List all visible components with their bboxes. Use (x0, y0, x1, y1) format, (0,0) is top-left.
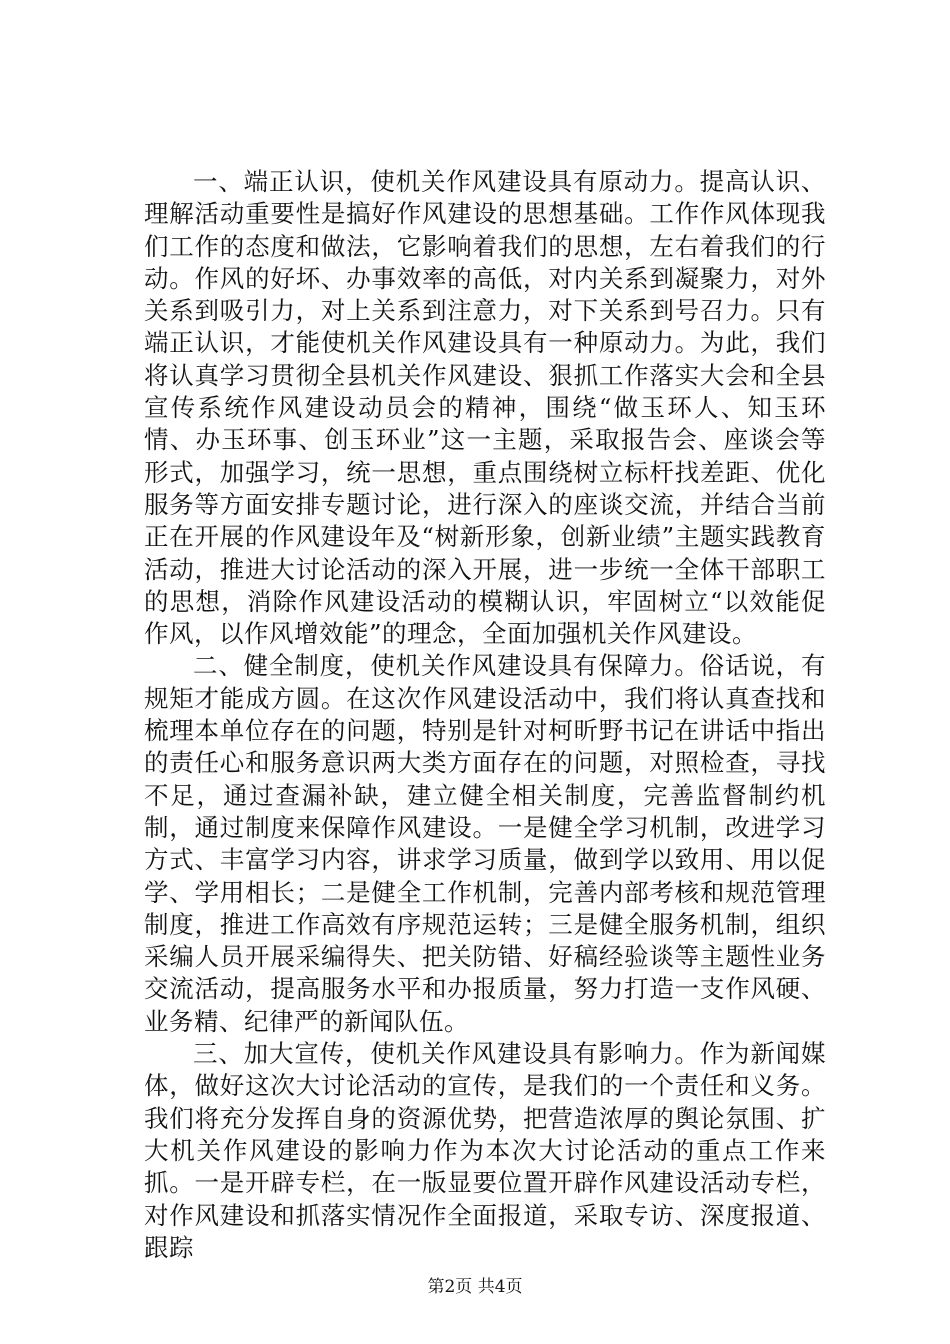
paragraph-3: 三、加大宣传，使机关作风建设具有影响力。作为新闻媒体，做好这次大讨论活动的宣传，是我们的一个责任和义务。我们将充分发挥自身的资源优势，把营造浓厚的舆论氛围、扩大机关作风建设的影响力作为本次大讨论活动的重点工作来抓。一是开辟专栏，在一版显要位置开辟作风建设活动专栏，对作风建设和抓落实情况作全面报道，采取专访、深度报道、跟踪 (144, 1039, 826, 1262)
page-number-footer: 第2页 共4页 (427, 1277, 523, 1297)
paragraph-1: 一、端正认识，使机关作风建设具有原动力。提高认识、理解活动重要性是搞好作风建设的思想基础。工作作风体现我们工作的态度和做法，它影响着我们的思想，左右着我们的行动。作风的好坏、办事效率的高低，对内关系到凝聚力，对外关系到吸引力，对上关系到注意力，对下关系到号召力。只有端正认识，才能使机关作风建设具有一种原动力。为此，我们将认真学习贯彻全县机关作风建设、狠抓工作落实大会和全县宣传系统作风建设动员会的精神，围绕“做玉环人、知玉环情、办玉环事、创玉环业”这一主题，采取报告会、座谈会等形式，加强学习，统一思想，重点围绕树立标杆找差距、优化服务等方面安排专题讨论，进行深入的座谈交流，并结合当前正在开展的作风建设年及“树新形象，创新业绩”主题实践教育活动，推进大讨论活动的深入开展，进一步统一全体干部职工的思想，消除作风建设活动的模糊认识，牢固树立“以效能促作风，以作风增效能”的理念，全面加强机关作风建设。 (144, 167, 826, 649)
document-body (144, 166, 826, 1264)
paragraph-2: 二、健全制度，使机关作风建设具有保障力。俗话说，有规矩才能成方圆。在这次作风建设活动中，我们将认真查找和梳理本单位存在的问题，特别是针对柯昕野书记在讲话中指出的责任心和服务意识两大类方面存在的问题，对照检查，寻找不足，通过查漏补缺，建立健全相关制度，完善监督制约机制，通过制度来保障作风建设。一是健全学习机制，改进学习方式、丰富学习内容，讲求学习质量，做到学以致用、用以促学、学用相长；二是健全工作机制，完善内部考核和规范管理制度，推进工作高效有序规范运转；三是健全服务机制，组织采编人员开展采编得失、把关防错、好稿经验谈等主题性业务交流活动，提高服务水平和办报质量，努力打造一支作风硬、业务精、纪律严的新闻队伍。 (144, 651, 826, 1036)
